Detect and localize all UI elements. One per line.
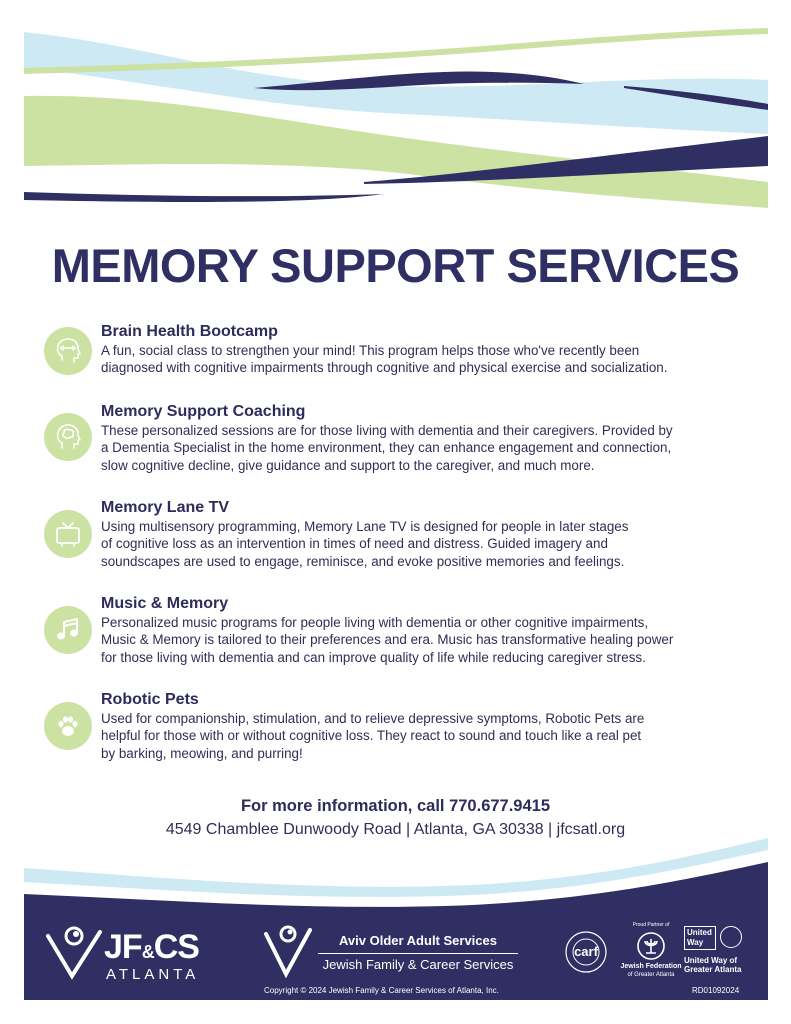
- footer: [24, 900, 768, 1000]
- service-description: Using multisensory programming, Memory Lane TV is designed for people in later stages of cognitive loss as an intervention in times of need and distress. Guided imagery and soundscapes are used to engage, reminisce, and evoke positive memories and feelings.: [101, 519, 629, 569]
- jfcs-name: JF&CS: [104, 928, 199, 966]
- service-description: Personalized music programs for people living with dementia or other cognitive impairments, Music & Memory is tailored to their preferences and era. Music has transformative healing power for those living with dementia and can improve quality of life while reducing caregiver stress.: [101, 615, 674, 665]
- document-code: RD01092024: [692, 986, 740, 995]
- service-title: Brain Health Bootcamp: [101, 323, 278, 340]
- jfcs-atlanta-logo[interactable]: [44, 922, 234, 982]
- jewish-federation-name: Jewish Federation: [620, 963, 682, 970]
- united-way-text: United Way of Greater Atlanta: [684, 956, 742, 974]
- proud-partner-text: Proud Partner of: [632, 922, 670, 928]
- jfcs-city: ATLANTA: [106, 966, 200, 983]
- navy-thin-wave: [24, 192, 384, 202]
- service-title: Music & Memory: [101, 595, 229, 612]
- contact-info: [0, 797, 791, 839]
- brain-head-icon: [44, 413, 92, 461]
- carf-text: carf: [574, 944, 598, 959]
- carf-accreditation-seal: [564, 930, 608, 974]
- aviv-divider: [318, 953, 518, 954]
- copyright-text: Copyright © 2024 Jewish Family & Career Services of Atlanta, Inc.: [264, 986, 499, 995]
- contact-phone[interactable]: For more information, call 770.677.9415: [240, 797, 551, 815]
- tv-icon: [44, 510, 92, 558]
- music-note-icon: [44, 606, 92, 654]
- aviv-subtitle: Jewish Family & Career Services: [322, 957, 514, 972]
- aviv-older-adult-services-logo[interactable]: [262, 922, 562, 986]
- jewish-federation-sub: of Greater Atlanta: [627, 972, 675, 978]
- paw-print-icon: [44, 702, 92, 750]
- menorah-badge-icon: [636, 931, 666, 961]
- aviv-title: Aviv Older Adult Services: [339, 933, 497, 948]
- united-way-emblem-icon: [720, 926, 742, 948]
- service-title: Memory Support Coaching: [101, 403, 306, 420]
- service-description: Used for companionship, stimulation, and to relieve depressive symptoms, Robotic Pets are helpful for those with or without cognitive loss. They react to sound and touch like a real pet by barking, meowing, and purring!: [101, 711, 645, 761]
- jfcs-swirl-icon: [44, 922, 104, 980]
- brain-exercise-icon: [44, 327, 92, 375]
- aviv-swirl-icon: [262, 922, 314, 978]
- contact-address[interactable]: 4549 Chamblee Dunwoody Road | Atlanta, GA 30338 | jfcsatl.org: [165, 821, 626, 838]
- service-description: These personalized sessions are for those living with dementia and their caregivers. Provided by a Dementia Specialist in the home environment, they can enhance engagement and connection, slow cognitive decline, give guidance and support to the caregiver, and much more.: [101, 423, 673, 473]
- page-title: MEMORY SUPPORT SERVICES: [51, 239, 740, 292]
- united-way-logo: [684, 926, 750, 986]
- jewish-federation-logo: [616, 922, 686, 984]
- service-description: A fun, social class to strengthen your mind! This program helps those who've recently been diagnosed with cognitive impairments through cognitive and physical exercise and socialization.: [101, 343, 668, 376]
- service-title: Memory Lane TV: [101, 499, 230, 516]
- service-title: Robotic Pets: [101, 691, 199, 708]
- united-way-box: United Way: [684, 926, 716, 950]
- header-wave-graphic: [24, 24, 768, 214]
